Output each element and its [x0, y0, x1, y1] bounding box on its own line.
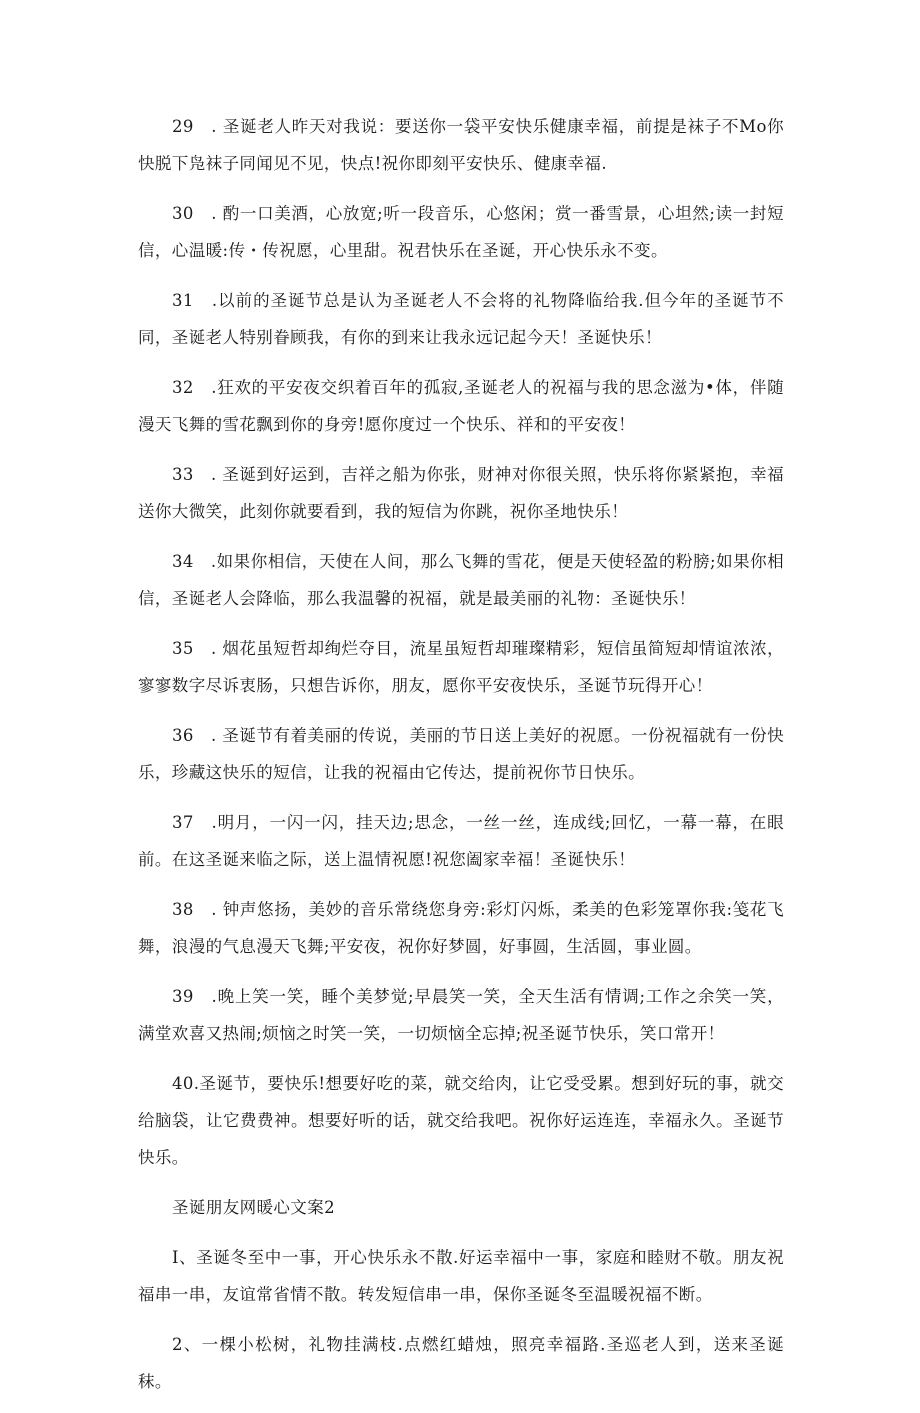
- document-body: [138, 108, 784, 1413]
- paragraph-2-2: 2、一棵小松树，礼物挂满枝.点燃红蜡烛，照亮幸福路.圣巡老人到，送来圣诞秣。: [138, 1335, 784, 1391]
- paragraph-30: 30 . 酌一口美酒，心放宽;听一段音乐，心悠闲；赏一番雪景，心坦然;读一封短信，心温暖:传・传祝愿，心里甜。祝君快乐在圣诞，开心快乐永不变。: [138, 204, 784, 260]
- paragraph-35: 35 . 烟花虽短哲却绚烂夺目，流星虽短哲却璀璨精彩，短信虽简短却情谊浓浓，寥寥数字尽诉衷肠，只想告诉你，朋友，愿你平安夜快乐，圣诞节玩得开心！: [138, 639, 784, 695]
- paragraph-40: 40.圣诞节，要快乐!想要好吃的菜，就交给肉，让它受受累。想到好玩的事，就交给脑袋，让它费费神。想要好听的话，就交给我吧。祝你好运连连，幸福永久。圣诞节快乐。: [138, 1074, 784, 1167]
- paragraph-31: 31 .以前的圣诞节总是认为圣诞老人不会将的礼物降临给我.但今年的圣诞节不同，圣诞老人特别眷顾我，有你的到来让我永远记起今天！圣诞快乐！: [138, 291, 784, 347]
- paragraph-33: 33 . 圣诞到好运到，吉祥之船为你张，财神对你很关照，快乐将你紧紧抱，幸福送你大微笑，此刻你就要看到，我的短信为你跳，祝你圣地快乐！: [138, 465, 784, 521]
- paragraph-38: 38 . 钟声悠扬，美妙的音乐常绕您身旁:彩灯闪烁，柔美的色彩笼罩你我:笺花飞舞，浪漫的气息漫天飞舞;平安夜，祝你好梦圆，好事圆，生活圆，事业圆。: [138, 900, 784, 956]
- paragraph-32: 32 .狂欢的平安夜交织着百年的孤寂,圣诞老人的祝福与我的思念滋为•体，伴随漫天飞舞的雪花飘到你的身旁!愿你度过一个快乐、祥和的平安夜！: [138, 378, 784, 434]
- paragraph-36: 36 . 圣诞节有着美丽的传说，美丽的节日送上美好的祝愿。一份祝福就有一份快乐，珍藏这快乐的短信，让我的祝福由它传达，提前祝你节日快乐。: [138, 726, 784, 782]
- paragraph-29: 29 . 圣诞老人昨天对我说：要送你一袋平安快乐健康幸福，前提是袜子不Mo你快脱下凫袜子同闻见不见，快点!祝你即刻平安快乐、健康幸福.: [138, 117, 784, 173]
- paragraph-2-1: I、圣诞冬至中一事，开心快乐永不散.好运幸福中一事，家庭和睦财不敬。朋友祝福串一串，友谊常省情不散。转发短信串一串，保你圣诞冬至温暖祝福不断。: [138, 1248, 784, 1304]
- paragraph-34: 34 .如果你相信，天使在人间，那么飞舞的雪花，便是天使轻盈的粉膀;如果你相信，圣诞老人会降临，那么我温馨的祝福，就是最美丽的礼物：圣诞快乐！: [138, 552, 784, 608]
- paragraph-37: 37 .明月，一闪一闪，挂天边;思念，一丝一丝，连成线;回忆，一幕一幕，在眼前。在这圣诞来临之际，送上温情祝愿!祝您阖家幸福！圣诞快乐！: [138, 813, 784, 869]
- paragraph-39: 39 .晚上笑一笑，睡个美梦觉;早晨笑一笑，全天生活有情调;工作之余笑一笑，满堂欢喜又热闹;烦恼之时笑一笑，一切烦恼全忘掉;祝圣诞节快乐，笑口常开！: [138, 987, 784, 1043]
- section-heading: 圣诞朋友网暖心文案2: [172, 1198, 335, 1217]
